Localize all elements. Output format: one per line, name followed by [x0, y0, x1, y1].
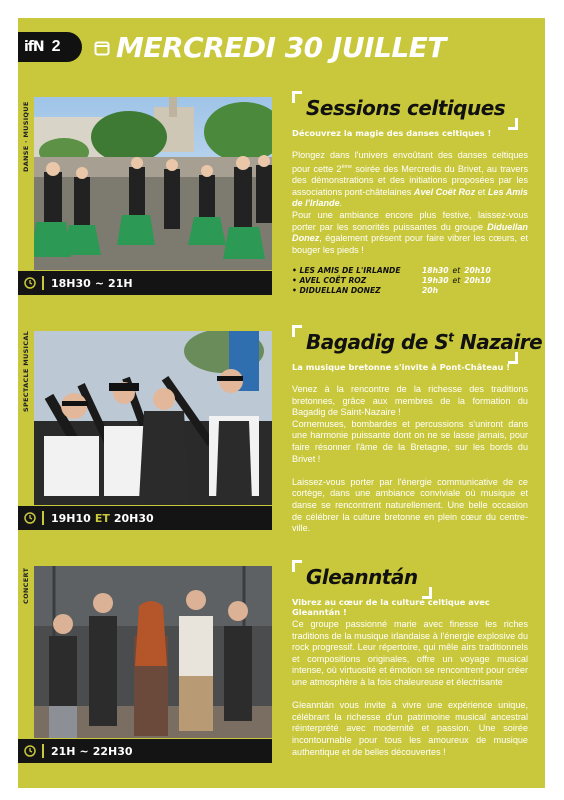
text-run: soirée des Mercredis du Brivet, au travers des démonstrations et des initiations proposées par les associations pont-châtelaines — [292, 163, 529, 197]
performance-time: 18h30 — [422, 266, 449, 275]
event-2-category: SPECTACLE MUSICAL — [22, 330, 30, 412]
page-number: 2 — [51, 38, 61, 55]
performance-time: 19h30 — [422, 276, 449, 285]
time-divider — [42, 744, 44, 758]
performer-name: • DIDUELLAN DONEZ — [292, 286, 381, 295]
event-2-photo — [34, 331, 272, 505]
event-1-time-sep: ~ — [94, 276, 105, 290]
text-run: Pour une ambiance encore plus festive, laissez-vous porter par les sonorités puissantes du groupe — [292, 210, 528, 232]
event-3-photo — [34, 566, 272, 738]
event-1-time-end: 21H — [108, 276, 133, 290]
superscript: t — [448, 330, 454, 345]
event-1-photo — [34, 97, 272, 270]
text-run: Cornemuses, bombardes et percussions s'uniront dans une harmonie puissante dont on ne se lasse jamais, pour faire résonner l'âme de la Bretagne, sur les bords du Brivet ! — [292, 418, 528, 464]
clock-icon — [24, 512, 36, 524]
time-divider — [42, 276, 44, 290]
event-2-time-start: 19H10 — [51, 511, 91, 525]
bracket-decoration — [292, 91, 302, 103]
event-3-time-sep: ~ — [79, 744, 89, 758]
event-1-time-start: 18H30 — [51, 276, 91, 290]
title-text: Nazaire — [453, 330, 543, 354]
event-3-title: Gleanntán — [306, 565, 418, 589]
performer-name: • LES AMIS DE L'IRLANDE — [292, 266, 401, 275]
bracket-decoration — [292, 560, 302, 572]
event-2-time-sep: ET — [94, 511, 110, 525]
event-3-time-end: 22H30 — [92, 744, 133, 758]
time-connector: et — [452, 266, 461, 275]
page-badge — [18, 32, 82, 62]
event-1-subtitle: Découvrez la magie des danses celtiques ! — [292, 128, 492, 138]
text-run: Venez à la rencontre de la richesse des traditions bretonnes, grâce aux membres de la formation du Bagadig de Saint-Nazaire ! — [292, 384, 528, 418]
event-1-description — [292, 150, 528, 268]
text-run: Gleanntán vous invite à vivre une expérience unique, célébrant la richesse d'un patrimoine musical ancestral réinterprété avec modernité et passion. Une soirée incontournable pour tous les amoureux de musique authentique et de belles découvertes ! — [292, 700, 528, 757]
event-3-title-box — [292, 563, 432, 593]
superscript: ème — [341, 163, 353, 170]
event-1-title: Sessions celtiques — [306, 96, 506, 120]
performance-time: 20h — [422, 286, 438, 295]
text-run: et — [475, 186, 488, 197]
event-2-description — [292, 384, 528, 546]
text-run: Plongez dans l'univers envoûtant des danses celtiques pour cette 2 — [292, 150, 528, 174]
text-run: . — [339, 198, 343, 209]
event-3-time-start: 21H — [51, 744, 76, 758]
event-2-time-bar — [18, 506, 272, 530]
schedule-row — [292, 286, 532, 296]
association-name: Les Amis de l'Irlande — [292, 186, 528, 209]
performance-time: 20h10 — [464, 266, 491, 275]
event-1-schedule — [292, 266, 532, 296]
text-run: , également présent pour faire vibrer les cœurs, et bouger les pieds ! — [292, 233, 528, 255]
event-3-description — [292, 619, 528, 770]
title-text: Bagadig de S — [306, 330, 449, 354]
event-1-title-box — [292, 94, 518, 124]
performance-time: 20h10 — [464, 276, 491, 285]
event-1-category: DANSE · MUSIQUE — [22, 101, 30, 172]
event-3-subtitle: Vibrez au cœur de la culture celtique avec Gleanntán ! — [292, 597, 490, 617]
bracket-decoration — [292, 325, 302, 337]
event-1-time-bar — [18, 271, 272, 295]
time-divider — [42, 511, 44, 525]
schedule-row — [292, 266, 532, 276]
clock-icon — [24, 745, 36, 757]
event-2-title-box — [292, 328, 543, 358]
group-name: Diduellan Donez — [292, 221, 528, 244]
performer-name: • AVEL COËT ROZ — [292, 276, 367, 285]
association-name: Avel Coët Roz — [413, 186, 476, 197]
event-2-subtitle: La musique bretonne s'invite à Pont-Château ! — [292, 362, 511, 372]
event-3-category: CONCERT — [22, 567, 30, 604]
event-3-time-bar — [18, 739, 272, 763]
brand-logo: ifN — [24, 39, 44, 55]
event-2-time-end: 20H30 — [113, 511, 154, 525]
schedule-row — [292, 276, 532, 286]
text-run: Ce groupe passionné marie avec finesse les riches traditions de la musique irlandaise à l'énergie explosive du rock progressif. Leur répertoire, qui mêle airs traditionnels et compositions originales, offre un voyage musical intense, où virtuosité et émotion se rencontrent pour créer une atmosphère à la fois chaleureuse et électrisante — [292, 619, 528, 687]
time-connector: et — [452, 276, 461, 285]
text-run: Laissez-vous porter par l'énergie communicative de ce cortège, dans une ambiance conviviale où musique et danse se rencontrent naturellement. Une belle occasion de célébrer la culture bretonne en plein cœur du centre-ville. — [292, 476, 528, 534]
calendar-icon — [94, 40, 110, 56]
clock-icon — [24, 277, 36, 289]
page-title: MERCREDI 30 JUILLET — [116, 31, 446, 64]
page-header — [18, 28, 545, 68]
event-2-title — [306, 330, 542, 354]
